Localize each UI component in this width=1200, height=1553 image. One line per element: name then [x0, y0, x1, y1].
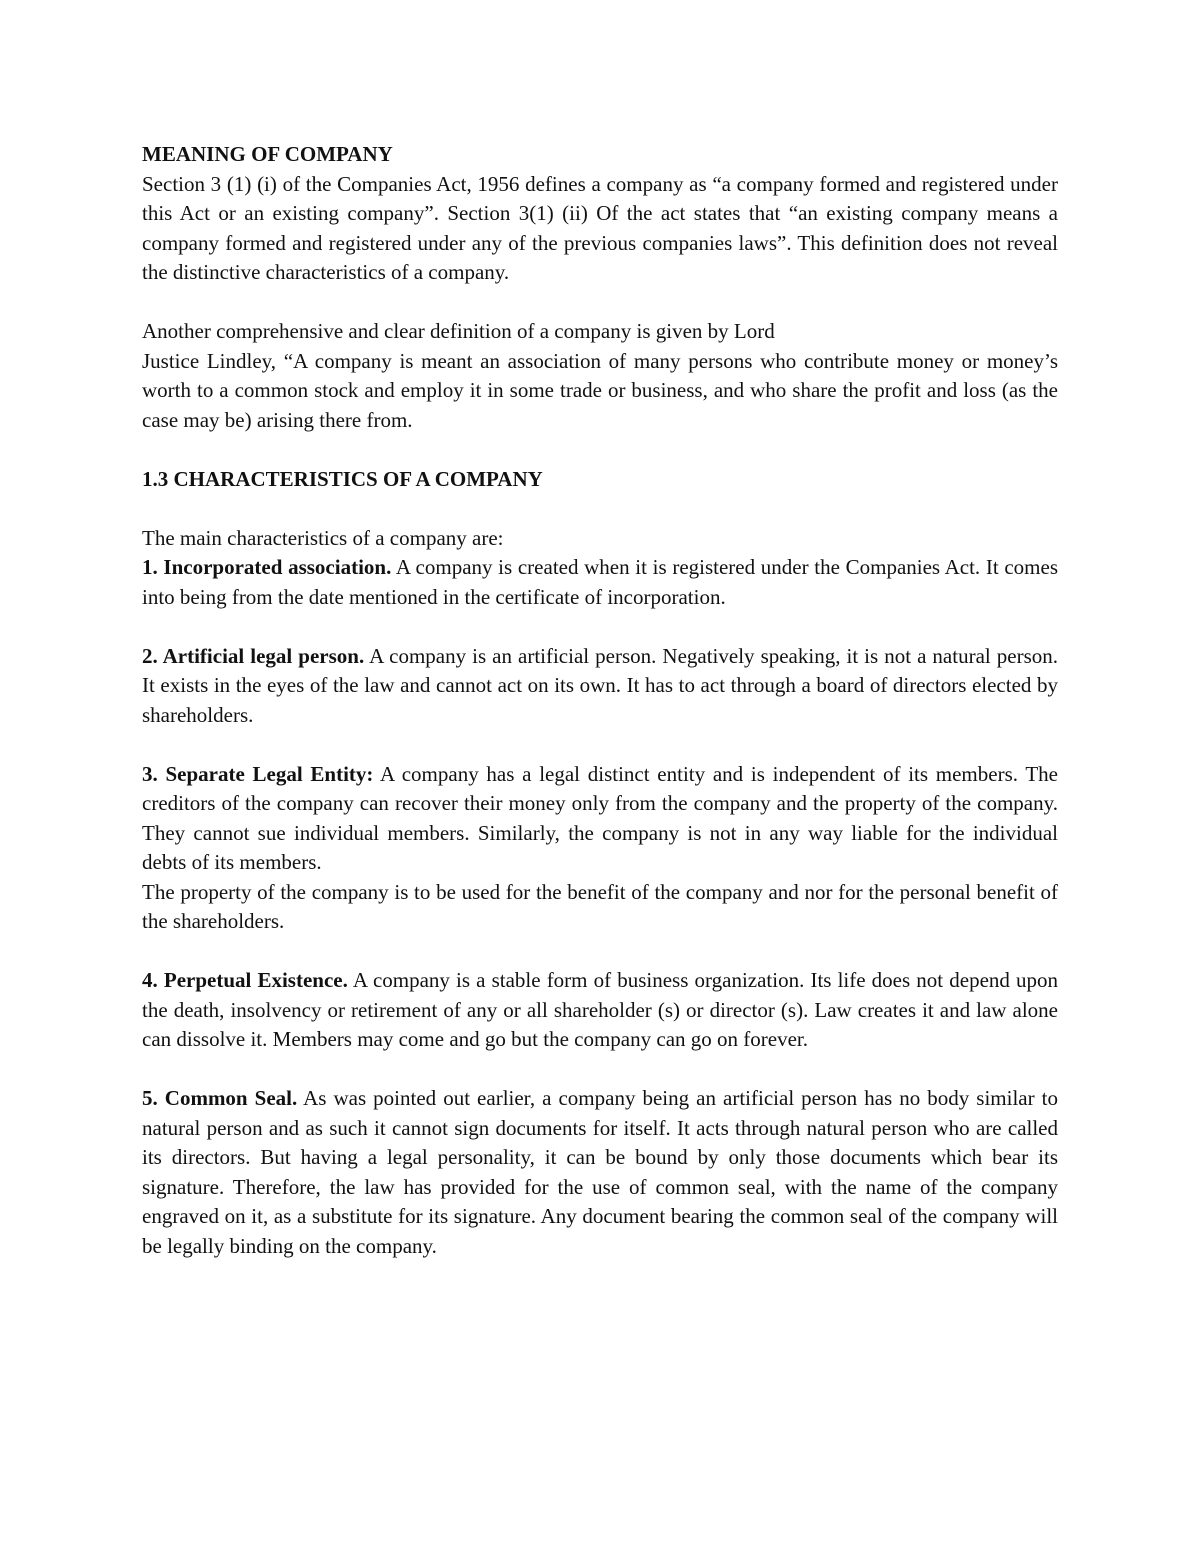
- characteristic-item-4: [142, 966, 1058, 1055]
- characteristic-title: 2. Artificial legal person.: [142, 643, 365, 668]
- characteristics-intro: The main characteristics of a company are:: [142, 525, 504, 550]
- spacer: [142, 435, 1058, 465]
- characteristic-item-3: [142, 760, 1058, 878]
- spacer: [142, 730, 1058, 760]
- spacer: [142, 494, 1058, 524]
- characteristic-title: 5. Common Seal.: [142, 1086, 298, 1110]
- characteristic-title: 1. Incorporated association.: [142, 555, 392, 579]
- characteristic-text: A company is a stable form of business organization. Its life does not depend upon the death, insolvency or retirement of any or all shareholder (s) or director (s). Law creates it and law alone can dissolve it. Members may come and go but the company can go on forever.: [142, 968, 1058, 1051]
- characteristic-title: 3. Separate Legal Entity:: [142, 761, 374, 786]
- characteristic-text: A company has a legal distinct entity and is independent of its members. The creditors of the company can recover their money only from the company and the property of the company. They cannot sue individual members. Similarly, the company is not in any way liable for the individual debts of its members.: [142, 761, 1058, 874]
- spacer: [142, 612, 1058, 642]
- lindley-intro-line: Another comprehensive and clear definition of a company is given by Lord: [142, 319, 775, 343]
- characteristic-text: A company is an artificial person. Negatively speaking, it is not a natural person. It exists in the eyes of the law and cannot act on its own. It has to act through a board of directors elected by shareholders.: [142, 643, 1058, 727]
- definition-paragraph: Section 3 (1) (i) of the Companies Act, 1956 defines a company as “a company formed and registered under this Act or an existing company”. Section 3(1) (ii) Of the act states that “an existing company means a company formed and registered under any of the previous companies laws”. This definition does not reveal the distinctive characteristics of a company.: [142, 171, 1058, 284]
- spacer: [142, 288, 1058, 318]
- document-page: [142, 140, 1058, 1261]
- characteristic-item-2: [142, 642, 1058, 731]
- characteristic-title: 4. Perpetual Existence.: [142, 968, 348, 992]
- characteristic-item-5: [142, 1084, 1058, 1261]
- spacer: [142, 937, 1058, 967]
- characteristic-item-3-extra: The property of the company is to be used for the benefit of the company and nor for the personal benefit of the shareholders.: [142, 879, 1058, 933]
- characteristic-text: A company is created when it is registered under the Companies Act. It comes into being from the date mentioned in the certificate of incorporation.: [142, 555, 1058, 609]
- characteristic-text: As was pointed out earlier, a company being an artificial person has no body similar to natural person and as such it cannot sign documents for itself. It acts through natural person who are called its directors. But having a legal personality, it can be bound by only those documents which bear its signature. Therefore, the law has provided for the use of common seal, with the name of the company engraved on it, as a substitute for its signature. Any document bearing the common seal of the company will be legally binding on the company.: [142, 1086, 1058, 1258]
- section-heading-meaning: MEANING OF COMPANY: [142, 142, 393, 166]
- section-heading-characteristics: 1.3 CHARACTERISTICS OF A COMPANY: [142, 466, 543, 491]
- lindley-definition: Justice Lindley, “A company is meant an association of many persons who contribute money or money’s worth to a common stock and employ it in some trade or business, and who share the profit and loss (as the case may be) arising there from.: [142, 348, 1058, 432]
- characteristic-item-1: [142, 553, 1058, 612]
- spacer: [142, 1055, 1058, 1085]
